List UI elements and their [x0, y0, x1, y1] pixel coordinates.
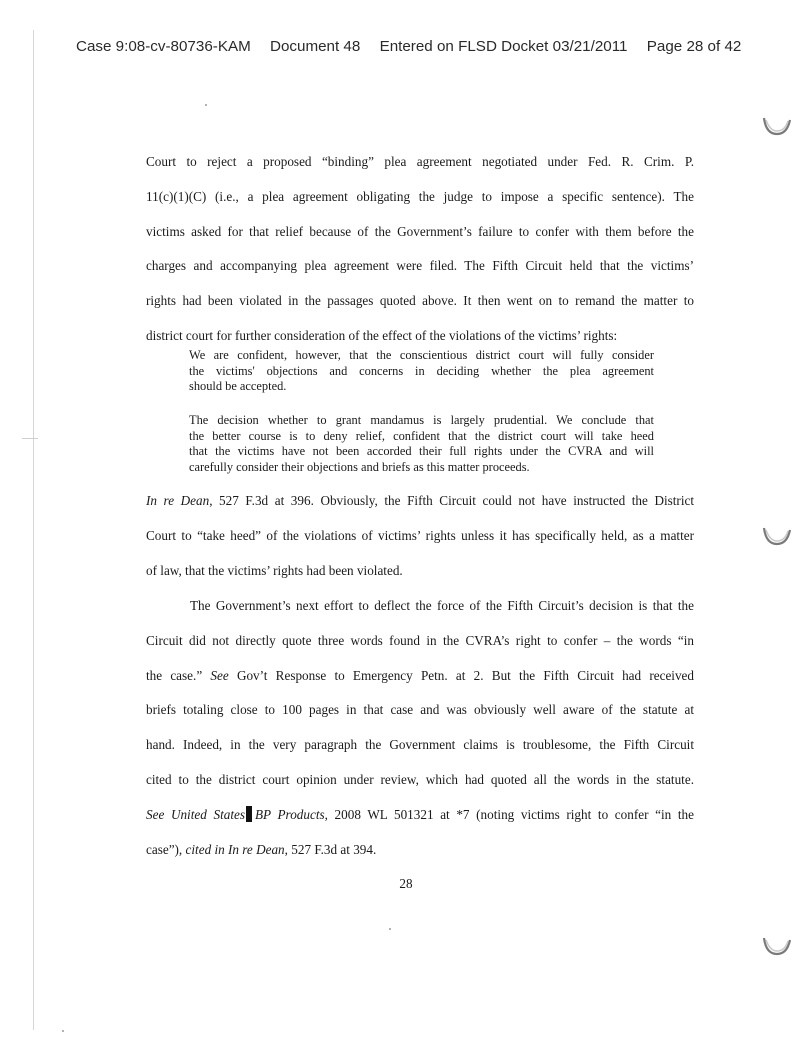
document-number: Document 48	[269, 38, 361, 55]
case-citation: See United States	[146, 806, 245, 822]
case-number: Case 9:08-cv-80736-KAM	[76, 38, 251, 55]
page-number: 28	[399, 876, 413, 891]
quote-line: should be accepted.	[189, 379, 287, 394]
text-run: , 527 F.3d at 394.	[284, 841, 377, 857]
block-quote-1	[189, 348, 654, 395]
paragraph-1	[146, 145, 694, 354]
text-line	[146, 833, 694, 868]
text-line: briefs totaling close to 100 pages in that case and was obviously well aware of the statute at	[146, 702, 694, 718]
scan-speck	[389, 928, 391, 930]
quote-line: carefully consider their objections and briefs as this matter proceeds.	[189, 459, 530, 474]
paragraph-2	[146, 484, 694, 588]
text-line: Circuit did not directly quote three words found in the CVRA’s right to confer – the words “in	[146, 632, 694, 648]
quote-line: the better course is to deny relief, confident that the district court will take heed	[189, 428, 654, 443]
text-run: , 527 F.3d at 396. Obviously, the Fifth Circuit could not have instructed the District	[209, 493, 695, 508]
punch-hole-icon	[762, 934, 792, 958]
quote-line: The decision whether to grant mandamus is largely prudential. We conclude that	[189, 413, 654, 427]
text-line: charges and accompanying plea agreement were filed. The Fifth Circuit held that the victims’	[146, 258, 694, 274]
text-line	[146, 798, 694, 833]
text-run: The Government’s next effort to deflect the force of the Fifth Circuit’s decision is that the	[190, 598, 694, 613]
text-line: district court for further consideration of the effect of the violations of the victims’ rights:	[146, 327, 618, 343]
signal-see: See	[210, 667, 229, 683]
text-line: Court to “take heed” of the violations of victims’ rights unless it has specifically held, as a matter	[146, 527, 694, 543]
text-line: victims asked for that relief because of the Government’s failure to confer with them before the	[146, 223, 694, 239]
text-line	[146, 589, 694, 624]
docket-header	[76, 38, 756, 55]
case-citation: In re Dean	[146, 493, 210, 508]
scan-speck	[205, 104, 207, 106]
quote-line: that the victims have not been accorded their full rights under the CVRA and will	[189, 444, 654, 459]
scan-edge-tick	[22, 438, 38, 439]
docket-entry: Entered on FLSD Docket 03/21/2011	[379, 38, 628, 55]
text-run: Gov’t Response to Emergency Petn. at 2. But the Fifth Circuit had received	[228, 667, 695, 683]
block-quote-2	[189, 413, 654, 475]
text-line	[146, 659, 694, 694]
case-citation: cited in In re Dean	[185, 841, 285, 857]
quote-line: the victims' objections and concerns in deciding whether the plea agreement	[189, 363, 654, 378]
text-run: , 2008 WL 501321 at *7 (noting victims right to confer “in the	[324, 806, 694, 822]
quote-line: We are confident, however, that the conscientious district court will fully consider	[189, 348, 654, 362]
punch-hole-icon	[762, 114, 792, 138]
text-run: the case.”	[146, 667, 211, 683]
text-run: case”),	[146, 841, 186, 857]
text-line: hand. Indeed, in the very paragraph the Government claims is troublesome, the Fifth Circuit	[146, 737, 694, 753]
text-line: Court to reject a proposed “binding” plea agreement negotiated under Fed. R. Crim. P.	[146, 154, 694, 169]
case-citation: BP Products	[254, 806, 325, 822]
text-line: rights had been violated in the passages quoted above. It then went on to remand the matter to	[146, 293, 694, 309]
text-line: 11(c)(1)(C) (i.e., a plea agreement obligating the judge to impose a specific sentence). The	[146, 188, 694, 204]
text-line: cited to the district court opinion under review, which had quoted all the words in the statute.	[146, 771, 694, 787]
paragraph-3	[146, 589, 694, 867]
scan-speck	[62, 1030, 64, 1032]
punch-hole-icon	[762, 524, 792, 548]
text-line	[146, 484, 694, 519]
text-line: of law, that the victims’ rights had been violated.	[146, 562, 403, 578]
redaction-mark	[246, 806, 252, 822]
page-of-pages: Page 28 of 42	[646, 38, 742, 55]
